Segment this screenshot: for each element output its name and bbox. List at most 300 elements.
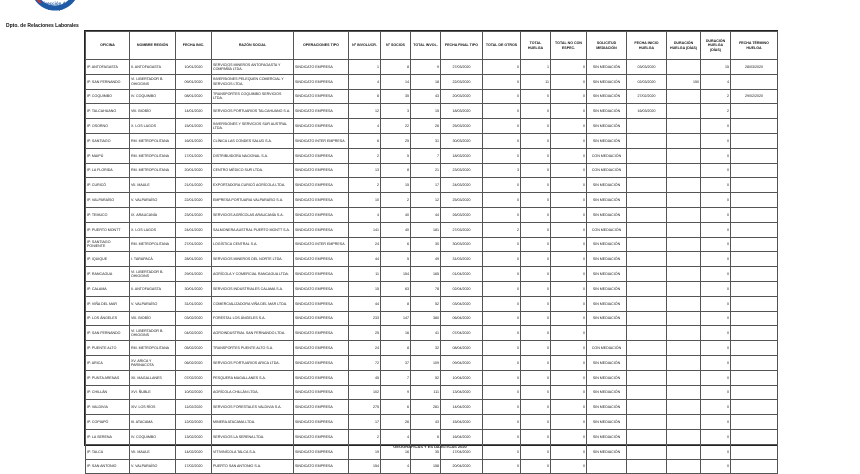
table-cell: X. LOS LAGOS [130, 119, 176, 134]
table-cell [731, 370, 778, 385]
table-cell: SINDICATO INTER EMPRESA [294, 237, 349, 252]
table-cell: 19 [349, 444, 381, 459]
table-cell: 8 [349, 89, 381, 104]
table-cell: 275 [349, 400, 381, 415]
table-cell [627, 267, 667, 282]
table-cell: 08/04/2020 [441, 341, 483, 356]
table-cell: 43 [411, 415, 441, 430]
table-cell: IP. SANTIAGO [86, 133, 130, 148]
table-cell: 154 [381, 267, 411, 282]
table-cell: 26 [411, 119, 441, 134]
table-cell: 0 [483, 385, 521, 400]
table-cell: COMERCIALIZADORA VIÑA DEL MAR LTDA. [212, 296, 294, 311]
table-cell: 22 [381, 119, 411, 134]
table-cell: 8 [381, 163, 411, 178]
table-cell: 0 [521, 163, 551, 178]
table-cell: 2 [701, 104, 731, 119]
table-cell: 14/02/2020 [176, 444, 212, 459]
table-cell: X. LOS LAGOS [130, 222, 176, 237]
table-cell: SINDICATO EMPRESA [294, 459, 349, 474]
table-cell [667, 267, 701, 282]
table-cell: 24 [349, 341, 381, 356]
table-cell [731, 415, 778, 430]
table-cell: 0 [521, 133, 551, 148]
table-cell: 11 [349, 267, 381, 282]
table-cell: 141 [349, 222, 381, 237]
table-cell: 0 [483, 444, 521, 459]
table-cell: 0 [483, 178, 521, 193]
table-cell: 0 [551, 429, 587, 444]
table-cell: 27/03/2020 [441, 222, 483, 237]
table-cell [627, 178, 667, 193]
table-cell: 20/03/2020 [441, 89, 483, 104]
table-cell: 2 [483, 222, 521, 237]
table-cell: V. VALPARAÍSO [130, 459, 176, 474]
table-cell: SINDICATO EMPRESA [294, 341, 349, 356]
table-cell: IP. LA FLORIDA [86, 163, 130, 178]
table-cell: IP. PUENTE ALTO [86, 341, 130, 356]
table-cell: 27/02/2020 [627, 89, 667, 104]
table-cell: VI. LIBERTADOR B. OHIGGINS [130, 326, 176, 341]
table-cell [627, 119, 667, 134]
table-cell: 7 [381, 370, 411, 385]
table-cell: 09/04/2020 [441, 355, 483, 370]
logo [28, 0, 82, 18]
table-cell: 102 [349, 385, 381, 400]
table-cell: SINDICATO EMPRESA [294, 163, 349, 178]
table-cell: IP. CALAMA [86, 281, 130, 296]
table-cell: 17/01/2020 [176, 148, 212, 163]
table-cell: 08/01/2020 [176, 89, 212, 104]
table-cell: IV. COQUIMBO [130, 89, 176, 104]
table-cell [731, 281, 778, 296]
table-cell: 4 [349, 74, 381, 89]
table-cell: 12 [349, 104, 381, 119]
table-cell: SIN MEDIACIÓN [587, 400, 627, 415]
table-cell: 8 [381, 296, 411, 311]
table-cell: 158 [411, 459, 441, 474]
table-cell: 0 [483, 104, 521, 119]
table-cell: SERVICIOS FORESTALES VALDIVIA S.A. [212, 400, 294, 415]
column-header: FECHA INICIO HUELGA [627, 32, 667, 60]
table-cell: 0 [483, 415, 521, 430]
table-cell [731, 148, 778, 163]
table-cell: RM. METROPOLITANA [130, 133, 176, 148]
table-cell: 18 [411, 74, 441, 89]
table-cell: 5 [381, 252, 411, 267]
table-cell: 0 [551, 415, 587, 430]
table-cell: 15 [349, 281, 381, 296]
table-cell: SALMONERA AUSTRAL PUERTO MONTT S.A. [212, 222, 294, 237]
table-cell: IP. PUNTA ARENAS [86, 370, 130, 385]
table-cell: 0 [521, 207, 551, 222]
table-cell [667, 193, 701, 208]
table-cell: 1 [349, 60, 381, 75]
table-cell: 0 [483, 326, 521, 341]
table-cell: 26 [381, 415, 411, 430]
table-cell [667, 281, 701, 296]
table-cell: 0 [701, 429, 731, 444]
column-header: OFICINA [86, 32, 130, 60]
table-cell: 07/04/2020 [441, 326, 483, 341]
table-cell: SIN MEDIACIÓN [587, 193, 627, 208]
table-cell: SINDICATO EMPRESA [294, 222, 349, 237]
table-cell: 63 [381, 281, 411, 296]
table-row [86, 104, 778, 119]
table-cell: SERVICIOS LA SERENA LTDA. [212, 429, 294, 444]
table-cell: II. ANTOFAGASTA [130, 60, 176, 75]
table-cell: 0 [551, 311, 587, 326]
table-cell: 45 [349, 370, 381, 385]
table-cell: AGRÍCOLA Y COMERCIAL RANCAGUA LTDA. [212, 267, 294, 282]
direccion-del-trabajo-logo-icon [28, 0, 82, 18]
table-cell: 0 [551, 252, 587, 267]
table-cell: SINDICATO EMPRESA [294, 178, 349, 193]
table-cell: 0 [483, 267, 521, 282]
table-cell: SIN MEDIACIÓN [587, 104, 627, 119]
table-cell [667, 163, 701, 178]
table-cell: VITIVINÍCOLA TALCA S.A. [212, 444, 294, 459]
table-cell: 15 [701, 60, 731, 75]
table-cell: SINDICATO EMPRESA [294, 207, 349, 222]
table-cell [667, 311, 701, 326]
table-cell: 2 [701, 89, 731, 104]
table-cell: 0 [551, 222, 587, 237]
table-cell: 0 [701, 400, 731, 415]
table-cell: IP. OSORNO [86, 119, 130, 134]
table-cell: 44 [411, 207, 441, 222]
table-cell: 16/03/2020 [627, 104, 667, 119]
table-cell: 01/04/2020 [441, 267, 483, 282]
table-row [86, 355, 778, 370]
table-cell: IP. TALCAHUANO [86, 104, 130, 119]
table-cell: 2 [349, 178, 381, 193]
table-cell: AGRÍCOLA CHILLÁN LTDA. [212, 385, 294, 400]
table-cell: 6 [381, 237, 411, 252]
table-cell: 150 [667, 74, 701, 89]
table-cell [667, 385, 701, 400]
table-cell: IP. VALDIVIA [86, 400, 130, 415]
table-cell [731, 311, 778, 326]
table-cell: 21/01/2020 [176, 178, 212, 193]
table-cell [667, 370, 701, 385]
table-cell: TRANSPORTES COQUIMBO SERVICIOS LTDA. [212, 89, 294, 104]
table-cell: 30/03/2020 [441, 237, 483, 252]
data-table [85, 31, 778, 474]
table-cell: 12/02/2020 [176, 415, 212, 430]
table-cell: 6 [349, 133, 381, 148]
table-cell: FORESTAL LOS ÁNGELES S.A. [212, 311, 294, 326]
table-row [86, 193, 778, 208]
table-cell: 0 [701, 222, 731, 237]
table-cell: SIN MEDIACIÓN [587, 415, 627, 430]
table-cell: SINDICATO EMPRESA [294, 252, 349, 267]
table-cell [667, 207, 701, 222]
table-cell: 0 [551, 341, 587, 356]
table-cell: SIN MEDIACIÓN [587, 178, 627, 193]
table-cell: 0 [551, 444, 587, 459]
table-cell [731, 222, 778, 237]
table-cell: 0 [521, 444, 551, 459]
table-cell: CON MEDIACIÓN [587, 341, 627, 356]
table-cell: 0 [701, 148, 731, 163]
table-row [86, 281, 778, 296]
table-cell: 0 [521, 296, 551, 311]
column-header: Nº SOCIOS [381, 32, 411, 60]
table-row [86, 74, 778, 89]
table-cell: 6 [411, 429, 441, 444]
table-cell: 0 [701, 119, 731, 134]
table-cell: 24/01/2020 [176, 222, 212, 237]
table-cell [667, 237, 701, 252]
table-cell: 10/02/2020 [176, 385, 212, 400]
table-row [86, 385, 778, 400]
table-cell: 15/01/2020 [176, 119, 212, 134]
table-cell: 13/02/2020 [176, 429, 212, 444]
table-cell: 4 [349, 207, 381, 222]
table-cell: 26/03/2020 [441, 207, 483, 222]
table-cell [731, 326, 778, 341]
table-cell: 0 [483, 89, 521, 104]
table-cell: 0 [521, 193, 551, 208]
table-cell [667, 252, 701, 267]
table-cell [627, 326, 667, 341]
table-cell: SINDICATO EMPRESA [294, 60, 349, 75]
table-cell [627, 193, 667, 208]
table-cell [627, 370, 667, 385]
column-header: FECHA FINAL TIPO [441, 32, 483, 60]
table-cell: SIN MEDIACIÓN [587, 281, 627, 296]
table-cell: 14/01/2020 [176, 104, 212, 119]
table-cell: 0 [701, 370, 731, 385]
table-cell [667, 119, 701, 134]
table-cell [627, 148, 667, 163]
column-header: RAZÓN SOCIAL [212, 32, 294, 60]
table-cell: DISTRIBUIDORA NACIONAL S.A. [212, 148, 294, 163]
table-cell: 07/02/2020 [176, 370, 212, 385]
table-cell: 0 [551, 237, 587, 252]
svg-text:Dirección del: Dirección del [40, 1, 70, 6]
table-cell [667, 459, 701, 474]
table-cell: SIN MEDIACIÓN [587, 119, 627, 134]
table-cell: 44 [349, 296, 381, 311]
table-cell: 0 [551, 400, 587, 415]
table-row [86, 163, 778, 178]
table-cell: 16/01/2020 [176, 133, 212, 148]
table-cell: 31/01/2020 [176, 296, 212, 311]
table-cell: 281 [411, 400, 441, 415]
table-cell: CON MEDIACIÓN [587, 148, 627, 163]
table-cell: 0 [551, 148, 587, 163]
table-cell: SINDICATO EMPRESA [294, 281, 349, 296]
table-cell: XV. ARICA Y PARINACOTA [130, 355, 176, 370]
table-cell: 20/01/2020 [176, 163, 212, 178]
table-cell: 8 [381, 60, 411, 75]
table-cell: 0 [521, 415, 551, 430]
table-cell: 44 [349, 252, 381, 267]
table-row [86, 296, 778, 311]
table-cell: 06/02/2020 [176, 355, 212, 370]
svg-text:Trabajo: Trabajo [46, 6, 64, 11]
table-cell: 6 [381, 400, 411, 415]
table-cell [731, 133, 778, 148]
table-cell: 17 [349, 415, 381, 430]
table-cell: SIN MEDIACIÓN [587, 385, 627, 400]
table-cell: 0 [521, 355, 551, 370]
table-cell: IP. SAN FERNANDO [86, 74, 130, 89]
table-cell: 0 [521, 178, 551, 193]
table-cell: 0 [521, 119, 551, 134]
table-cell: 0 [701, 296, 731, 311]
table-cell: 0 [521, 400, 551, 415]
table-cell: V. VALPARAÍSO [130, 193, 176, 208]
table-cell: 0 [521, 429, 551, 444]
table-cell: 40 [381, 222, 411, 237]
table-cell: XIV. LOS RÍOS [130, 400, 176, 415]
table-cell: IP. SANTIAGO PONIENTE [86, 237, 130, 252]
table-cell [731, 400, 778, 415]
table-cell: VII. MAULE [130, 178, 176, 193]
table-cell: IP. PUERTO MONTT [86, 222, 130, 237]
table-cell [627, 296, 667, 311]
table-cell: I. TARAPACÁ [130, 252, 176, 267]
table-cell: VIII. BIOBÍO [130, 104, 176, 119]
column-header: TOTAL INVOL. [411, 32, 441, 60]
table-cell: 21 [411, 163, 441, 178]
table-cell: SINDICATO EMPRESA [294, 429, 349, 444]
column-header: FECHA TÉRMINO HUELGA [731, 32, 778, 60]
table-cell: 0 [551, 370, 587, 385]
table-cell: 03/04/2020 [441, 296, 483, 311]
table-cell: 0 [483, 311, 521, 326]
table-cell: SINDICATO EMPRESA [294, 267, 349, 282]
table-cell: 0 [483, 459, 521, 474]
table-cell: 17 [411, 178, 441, 193]
table-cell: 18/03/2020 [441, 148, 483, 163]
table-cell: 0 [521, 370, 551, 385]
table-cell: SINDICATO INTER EMPRESA [294, 133, 349, 148]
table-cell: IP. TALCA [86, 444, 130, 459]
table-cell [627, 252, 667, 267]
table-cell [731, 355, 778, 370]
table-cell: 0 [521, 311, 551, 326]
table-cell: 0 [483, 355, 521, 370]
table-cell [667, 429, 701, 444]
column-header: Nº INVOLUCR. [349, 32, 381, 60]
table-cell: 0 [551, 207, 587, 222]
table-cell: 30/03/2020 [441, 133, 483, 148]
table-cell: SIN MEDIACIÓN [587, 252, 627, 267]
table-cell: 0 [551, 163, 587, 178]
table-cell: 10/04/2020 [441, 370, 483, 385]
table-cell: SIN MEDIACIÓN [587, 89, 627, 104]
table-cell: 11 [521, 74, 551, 89]
table-row [86, 400, 778, 415]
table-cell [731, 163, 778, 178]
table-cell: 0 [483, 429, 521, 444]
table-cell [667, 60, 701, 75]
table-cell: 28/03/2020 [731, 60, 778, 75]
department-label: Dpto. de Relaciones Laborales [6, 23, 79, 29]
table-cell: 4 [381, 459, 411, 474]
table-cell: 0 [701, 267, 731, 282]
column-header: FECHA INIC. [176, 32, 212, 60]
column-header: TOTAL DE OTROS [483, 32, 521, 60]
table-cell: PUERTO SAN ANTONIO S.A. [212, 459, 294, 474]
table-cell: 2 [381, 193, 411, 208]
table-cell: 0 [551, 281, 587, 296]
table-cell: TRANSPORTES PUENTE ALTO S.A. [212, 341, 294, 356]
table-cell: SINDICATO EMPRESA [294, 311, 349, 326]
table-cell: 22/03/2020 [441, 74, 483, 89]
table-cell [667, 400, 701, 415]
table-cell: 02/04/2020 [441, 281, 483, 296]
table-cell: 32 [411, 341, 441, 356]
table-cell: EMPRESA PORTUARIA VALPARAÍSO S.A. [212, 193, 294, 208]
table-cell [731, 341, 778, 356]
table-cell: SIN MEDIACIÓN [587, 429, 627, 444]
table-cell: 16 [381, 326, 411, 341]
table-cell: IX. ARAUCANÍA [130, 207, 176, 222]
table-cell: 0 [551, 104, 587, 119]
table-cell [667, 133, 701, 148]
table-cell: SIN MEDIACIÓN [587, 444, 627, 459]
table-cell: 35 [381, 89, 411, 104]
table-cell: IP. LA SERENA [86, 429, 130, 444]
table-cell: 111 [411, 385, 441, 400]
footer-text: GEOGRÁFICAS Y ESTADÍSTICAS 2020 [393, 444, 467, 449]
table-cell [587, 459, 627, 474]
table-cell: 27/01/2020 [176, 237, 212, 252]
table-cell [667, 89, 701, 104]
table-cell: SIN MEDIACIÓN [587, 60, 627, 75]
table-cell: 52 [411, 296, 441, 311]
table-cell: 0 [551, 119, 587, 134]
table-cell: 72 [349, 355, 381, 370]
table-cell [731, 296, 778, 311]
table-cell: 0 [701, 385, 731, 400]
table-cell [627, 237, 667, 252]
table-cell [667, 341, 701, 356]
table-cell: LOGÍSTICA CENTRAL S.A. [212, 237, 294, 252]
table-cell: 31/03/2020 [441, 252, 483, 267]
table-cell: 0 [701, 355, 731, 370]
table-cell: 22/01/2020 [176, 193, 212, 208]
table-cell: 4 [349, 119, 381, 134]
table-row [86, 89, 778, 104]
table-cell [627, 415, 667, 430]
table-cell: 0 [701, 178, 731, 193]
table-cell: 15 [411, 104, 441, 119]
table-cell: 03/02/2020 [176, 311, 212, 326]
table-cell [627, 222, 667, 237]
table-cell: IP. MAIPÚ [86, 148, 130, 163]
table-cell: 27/03/2020 [441, 60, 483, 75]
table-cell: CON MEDIACIÓN [587, 163, 627, 178]
table-cell [627, 355, 667, 370]
table-cell: SERVICIOS PORTUARIOS TALCAHUANO S.A. [212, 104, 294, 119]
column-header: DURACIÓN HUELGA (DÍAS) [667, 32, 701, 60]
table-cell: SIN MEDIACIÓN [587, 207, 627, 222]
table-cell: 0 [551, 267, 587, 282]
table-cell: 0 [483, 119, 521, 134]
table-cell: 0 [521, 385, 551, 400]
table-cell: 0 [701, 281, 731, 296]
table-cell: PESQUERA MAGALLANES S.A. [212, 370, 294, 385]
table-cell [627, 429, 667, 444]
table-cell: 24 [349, 237, 381, 252]
table-cell: VII. MAULE [130, 444, 176, 459]
